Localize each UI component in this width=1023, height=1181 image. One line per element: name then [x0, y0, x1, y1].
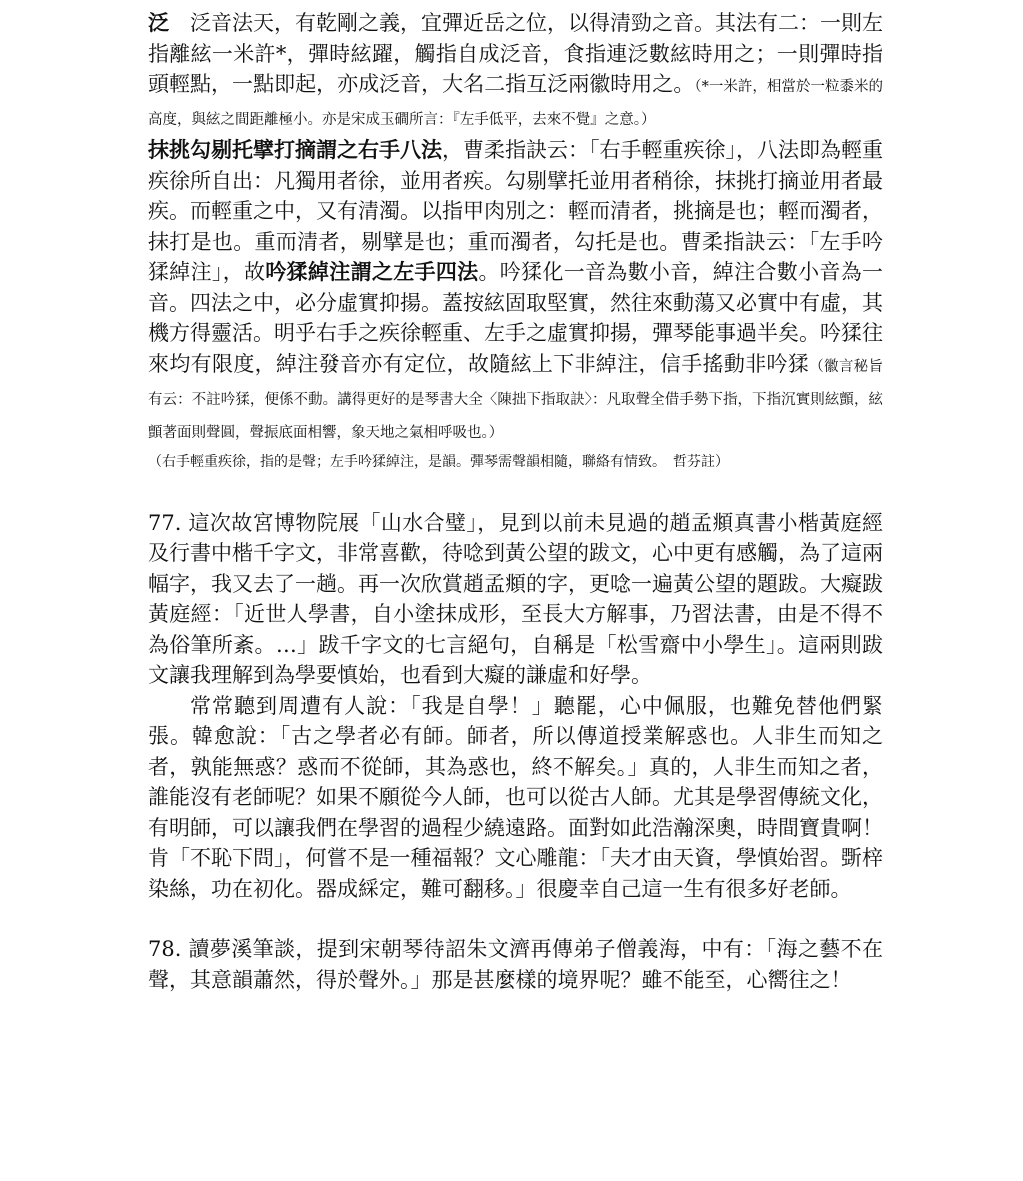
spacer	[148, 904, 883, 934]
right-hand-text: ，曹柔指訣云：「右手輕重疾徐」，八法即為輕重疾徐所自出：凡獨用者徐，並用者疾。勾剔擘托並用者稍徐，抹挑打摘並用者最疾。而輕重之中，又有清濁。以指甲肉別之：輕而清者，挑摘是也；輕而濁者，抹打是也。重而清者，剔擘是也；重而濁者，勾托是也。曹柔指訣云：「左手吟猱綽注」，故	[148, 138, 883, 284]
inline-note: （徽言秘旨有云：不註吟猱，便係不動。講得更好的是琴書大全〈陳拙下指取訣〉：凡取聲全借手勢下指，下指沉實則絃顫，絃顫著面則聲圓，聲振底面相響，象天地之氣相呼吸也。）	[148, 358, 884, 441]
spacer	[148, 476, 883, 508]
entry-78-paragraph: 78. 讀夢溪筆談，提到宋朝琴待詔朱文濟再傳弟子僧義海，中有：「海之藝不在聲，其意韻蕭然，得於聲外。」那是甚麼樣的境界呢？雖不能至，心嚮往之！	[148, 937, 883, 992]
section-fan-paragraph	[148, 8, 883, 135]
section-fan-heading: 泛	[148, 10, 169, 35]
entry-77-paragraph-1: 77. 這次故宮博物院展「山水合璧」，見到以前未見過的趙孟頫真書小楷黃庭經及行書中楷千字文，非常喜歡，待唸到黃公望的跋文，心中更有感觸，為了這兩幅字，我又去了一趟。再一次欣賞趙孟頫的字，更唸一遍黃公望的題跋。大癡跋黃庭經：「近世人學書，自小塗抹成形，至長大方解事，乃習法書，由是不得不為俗筆所紊。…」跋千字文的七言絕句，自稱是「松雪齋中小學生」。這兩則跋文讓我理解到為學要慎始，也看到大癡的謙虛和好學。	[148, 510, 883, 687]
section-fan-text: 泛音法天，有乾剛之義，宜彈近岳之位，以得清勁之音。其法有二：一則左指離絃一米許*，彈時絃躍，觸指自成泛音，食指連泛數絃時用之；一則彈時指頭輕點，一點即起，亦成泛音，大名二指互泛兩徽時用之。	[148, 11, 883, 96]
footnote: （右手輕重疾徐，指的是聲；左手吟猱綽注，是韻。彈琴需聲韻相隨，聯絡有情致。 哲芬註）	[148, 453, 729, 470]
entry-77-paragraph-2: 常常聽到周遭有人說：「我是自學！」聽罷，心中佩服，也難免替他們緊張。韓愈說：「古之學者必有師。師者，所以傳道授業解惑也。人非生而知之者，孰能無惑？惑而不從師，其為惑也，終不解矣。」真的，人非生而知之者，誰能沒有老師呢？如果不願從今人師，也可以從古人師。尤其是學習傳統文化，有明師，可以讓我們在學習的過程少繞遠路。面對如此浩瀚深奧，時間寶貴啊！肯「不恥下問」，何嘗不是一種福報？文心雕龍：「夫才由天資，學慎始習。斲梓染絲，功在初化。器成綵定，難可翻移。」很慶幸自己這一生有很多好老師。	[148, 693, 883, 901]
section-right-hand-paragraph	[148, 135, 883, 448]
document-page	[148, 8, 883, 995]
left-hand-four-methods-heading: 吟猱綽注謂之左手四法	[265, 259, 479, 284]
right-hand-eight-methods-heading: 抹挑勾剔托擘打摘謂之右手八法	[148, 137, 442, 162]
left-hand-text: 。吟猱化一音為數小音，綽注合數小音為一音。四法之中，必分虛實抑揚。蓋按絃固取堅實，然往來動蕩又必實中有虛，其機方得靈活。明乎右手之疾徐輕重、左手之虛實抑揚，彈琴能事過半矣。吟猱往來均有限度，綽注發音亦有定位，故隨絃上下非綽注，信手搖動非吟猱	[148, 260, 884, 376]
section-fan-note: （*一米許，相當於一粒黍米的高度，與絃之間距離極小。亦是宋成玉磵所言：『左手低平，去來不覺』之意。）	[148, 79, 884, 128]
